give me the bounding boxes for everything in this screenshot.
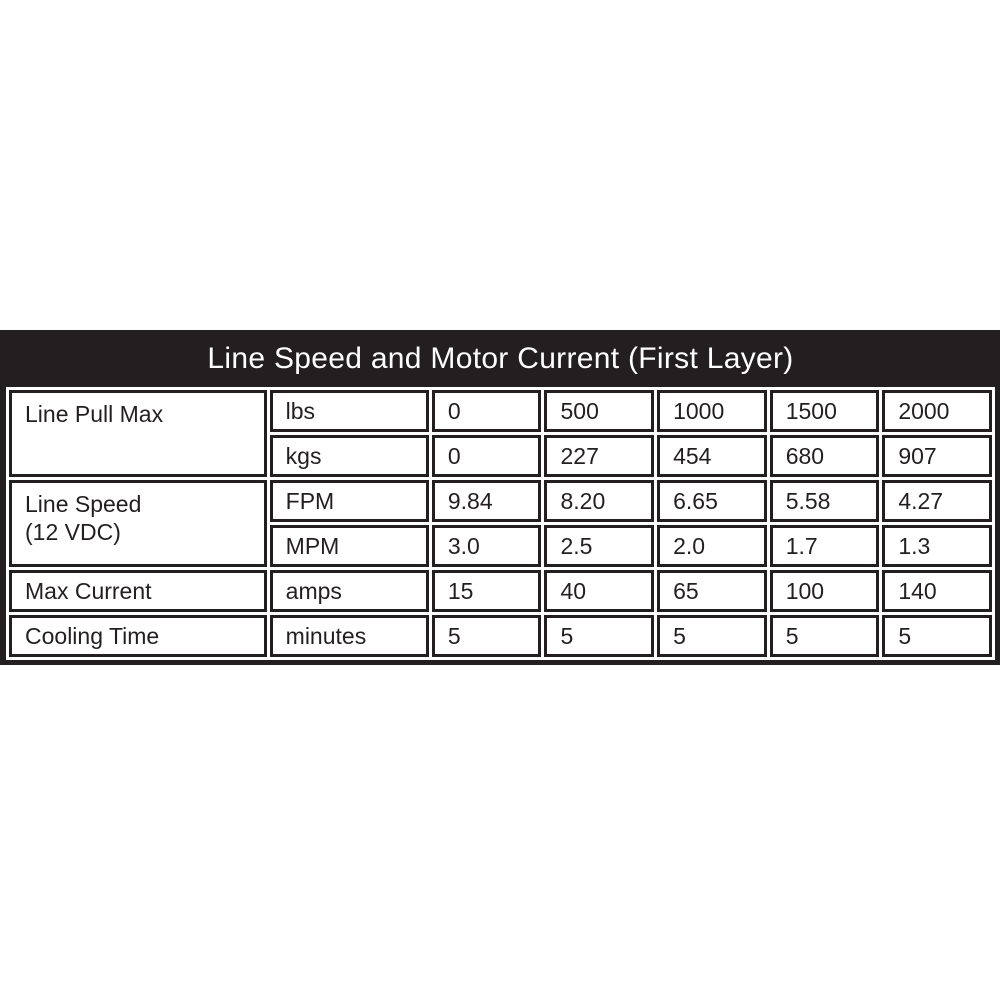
value-cell: 140 (882, 570, 992, 612)
label-line-pull-max (9, 390, 267, 477)
value-cell: 1000 (657, 390, 767, 432)
value-cell: 907 (882, 435, 992, 477)
value-cell: 6.65 (657, 480, 767, 522)
value-cell: 8.20 (544, 480, 654, 522)
value-cell: 0 (432, 390, 542, 432)
value-cell: 3.0 (432, 525, 542, 567)
unit-kgs: kgs (270, 435, 429, 477)
value-cell: 40 (544, 570, 654, 612)
label-cooling-time: Cooling Time (9, 615, 267, 657)
label-line: Line Speed (25, 491, 142, 517)
value-cell: 680 (770, 435, 880, 477)
value-cell: 0 (432, 435, 542, 477)
value-cell: 1500 (770, 390, 880, 432)
value-cell: 227 (544, 435, 654, 477)
value-cell: 9.84 (432, 480, 542, 522)
value-cell: 1.3 (882, 525, 992, 567)
table-row (9, 480, 992, 522)
label-line: (12 VDC) (25, 519, 121, 545)
value-cell: 5 (544, 615, 654, 657)
unit-mpm: MPM (270, 525, 429, 567)
value-cell: 4.27 (882, 480, 992, 522)
value-cell: 5 (770, 615, 880, 657)
value-cell: 5.58 (770, 480, 880, 522)
value-cell: 1.7 (770, 525, 880, 567)
label-line: Line Pull Max (25, 401, 164, 427)
value-cell: 500 (544, 390, 654, 432)
label-max-current: Max Current (9, 570, 267, 612)
value-cell: 5 (657, 615, 767, 657)
table-row (9, 390, 992, 432)
value-cell: 2.5 (544, 525, 654, 567)
unit-lbs: lbs (270, 390, 429, 432)
label-line-speed (9, 480, 267, 567)
value-cell: 65 (657, 570, 767, 612)
table-title-text: Line Speed and Motor Current (First Layer) (207, 341, 794, 375)
unit-minutes: minutes (270, 615, 429, 657)
value-cell: 100 (770, 570, 880, 612)
value-cell: 2000 (882, 390, 992, 432)
table-title (6, 330, 995, 387)
value-cell: 5 (882, 615, 992, 657)
value-cell: 5 (432, 615, 542, 657)
table-row (9, 570, 992, 612)
value-cell: 2.0 (657, 525, 767, 567)
value-cell: 15 (432, 570, 542, 612)
spec-table (0, 330, 1000, 665)
value-cell: 454 (657, 435, 767, 477)
table-row (9, 615, 992, 657)
unit-fpm: FPM (270, 480, 429, 522)
spec-grid (6, 387, 995, 660)
unit-amps: amps (270, 570, 429, 612)
